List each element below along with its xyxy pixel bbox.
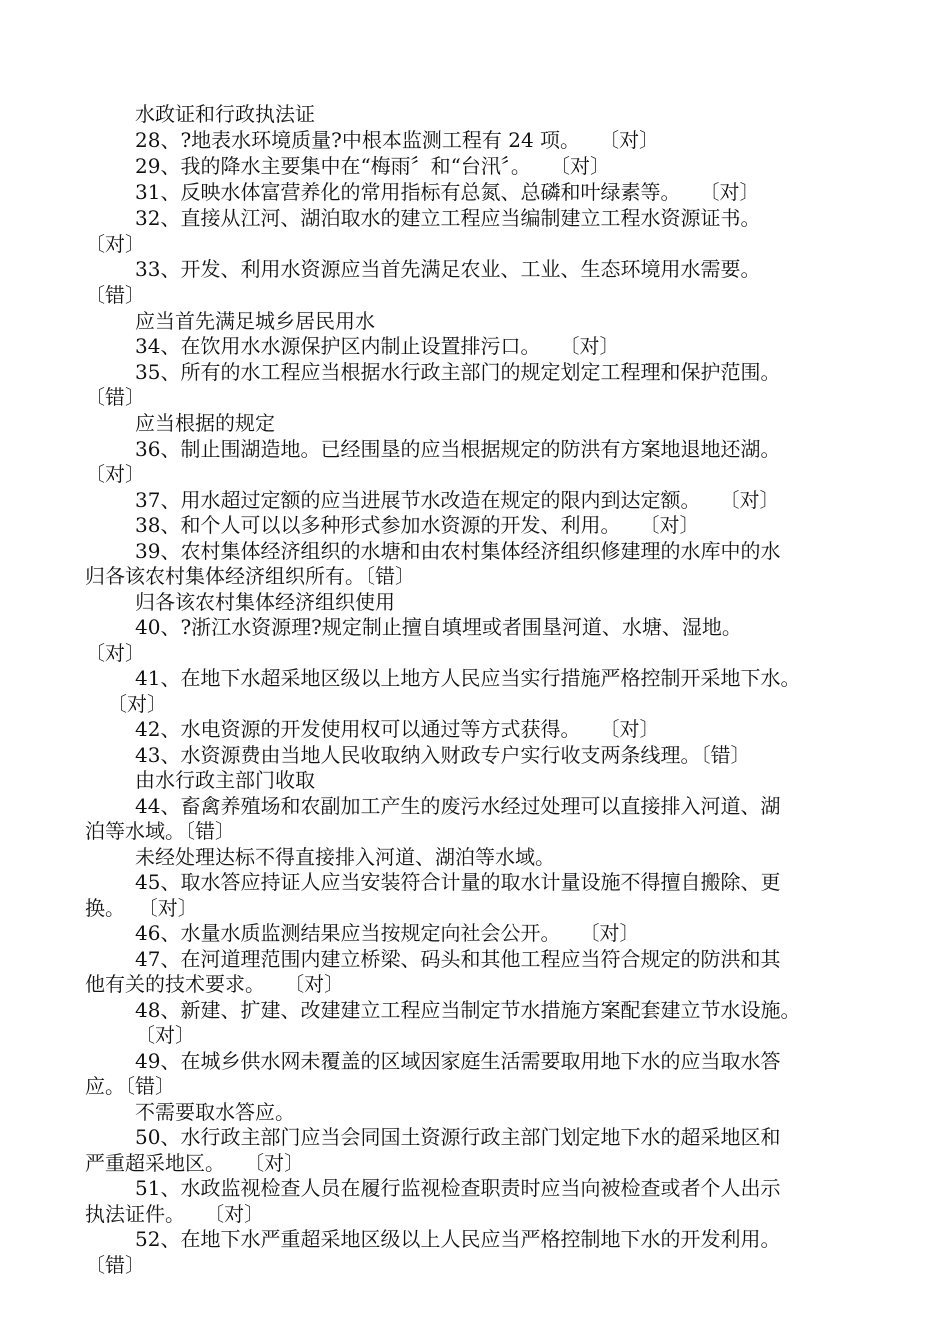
answer-33: 〔错〕 bbox=[85, 283, 145, 307]
correction-39: 归各该农村集体经济组织使用 bbox=[135, 590, 395, 614]
question-42: 42、水电资源的开发使用权可以通过等方式获得。 〔对〕 bbox=[135, 717, 660, 741]
question-49-cont: 应。〔错〕 bbox=[85, 1074, 175, 1098]
question-41: 41、在地下水超采地区级以上地方人民应当实行措施严格控制开采地下水。 bbox=[135, 666, 801, 690]
question-36: 36、制止围湖造地。已经围垦的应当根据规定的防洪有方案地退地还湖。 bbox=[135, 437, 781, 461]
text-line: 水政证和行政执法证 bbox=[135, 102, 315, 126]
question-50-cont: 严重超采地区。 〔对〕 bbox=[85, 1151, 305, 1175]
answer-32: 〔对〕 bbox=[85, 232, 145, 256]
question-37: 37、用水超过定额的应当进展节水改造在规定的限内到达定额。 〔对〕 bbox=[135, 488, 780, 512]
answer-40: 〔对〕 bbox=[85, 641, 145, 665]
question-31: 31、反映水体富营养化的常用指标有总氮、总磷和叶绿素等。 〔对〕 bbox=[135, 180, 760, 204]
question-44-cont: 泊等水域。〔错〕 bbox=[85, 819, 235, 843]
question-35: 35、所有的水工程应当根据水行政主部门的规定划定工程理和保护范围。 bbox=[135, 360, 781, 384]
question-47: 47、在河道理范围内建立桥梁、码头和其他工程应当符合规定的防洪和其 bbox=[135, 947, 781, 971]
answer-36: 〔对〕 bbox=[85, 462, 145, 486]
question-33: 33、开发、利用水资源应当首先满足农业、工业、生态环境用水需要。 bbox=[135, 257, 761, 281]
question-40: 40、?浙江水资源理?规定制止擅自填埋或者围垦河道、水塘、湿地。 bbox=[135, 615, 742, 639]
answer-41: 〔对〕 bbox=[107, 692, 167, 716]
question-51-cont: 执法证件。 〔对〕 bbox=[85, 1202, 265, 1226]
question-50: 50、水行政主部门应当会同国土资源行政主部门划定地下水的超采地区和 bbox=[135, 1125, 781, 1149]
correction-43: 由水行政主部门收取 bbox=[135, 768, 315, 792]
question-45-cont: 换。 〔对〕 bbox=[85, 896, 198, 920]
correction-49: 不需要取水答应。 bbox=[135, 1100, 295, 1124]
question-34: 34、在饮用水水源保护区内制止设置排污口。 〔对〕 bbox=[135, 334, 620, 358]
answer-52: 〔错〕 bbox=[85, 1253, 145, 1277]
correction-44: 未经处理达标不得直接排入河道、湖泊等水域。 bbox=[135, 845, 555, 869]
question-39-cont: 归各该农村集体经济组织所有。〔错〕 bbox=[85, 564, 415, 588]
question-28: 28、?地表水环境质量?中根本监测工程有 24 项。 〔对〕 bbox=[135, 128, 660, 152]
question-32: 32、直接从江河、湖泊取水的建立工程应当编制建立工程水资源证书。 bbox=[135, 206, 761, 230]
question-51: 51、水政监视检查人员在履行监视检查职责时应当向被检查或者个人出示 bbox=[135, 1176, 781, 1200]
question-44: 44、畜禽养殖场和农副加工产生的废污水经过处理可以直接排入河道、湖 bbox=[135, 794, 781, 818]
question-43: 43、水资源费由当地人民收取纳入财政专户实行收支两条线理。〔错〕 bbox=[135, 743, 751, 767]
correction-35: 应当根据的规定 bbox=[135, 411, 275, 435]
question-39: 39、农村集体经济组织的水塘和由农村集体经济组织修建理的水库中的水 bbox=[135, 539, 781, 563]
question-45: 45、取水答应持证人应当安装符合计量的取水计量设施不得擅自搬除、更 bbox=[135, 870, 781, 894]
question-29: 29、我的降水主要集中在“梅雨〞和“台汛〞。 〔对〕 bbox=[135, 154, 610, 178]
question-38: 38、和个人可以以多种形式参加水资源的开发、利用。 〔对〕 bbox=[135, 513, 700, 537]
answer-48: 〔对〕 bbox=[135, 1023, 195, 1047]
question-49: 49、在城乡供水网未覆盖的区域因家庭生活需要取用地下水的应当取水答 bbox=[135, 1049, 781, 1073]
correction-33: 应当首先满足城乡居民用水 bbox=[135, 309, 375, 333]
question-47-cont: 他有关的技术要求。 〔对〕 bbox=[85, 972, 345, 996]
answer-35: 〔错〕 bbox=[85, 385, 145, 409]
question-52: 52、在地下水严重超采地区级以上人民应当严格控制地下水的开发利用。 bbox=[135, 1227, 781, 1251]
question-46: 46、水量水质监测结果应当按规定向社会公开。 〔对〕 bbox=[135, 921, 640, 945]
question-48: 48、新建、扩建、改建建立工程应当制定节水措施方案配套建立节水设施。 bbox=[135, 998, 801, 1022]
